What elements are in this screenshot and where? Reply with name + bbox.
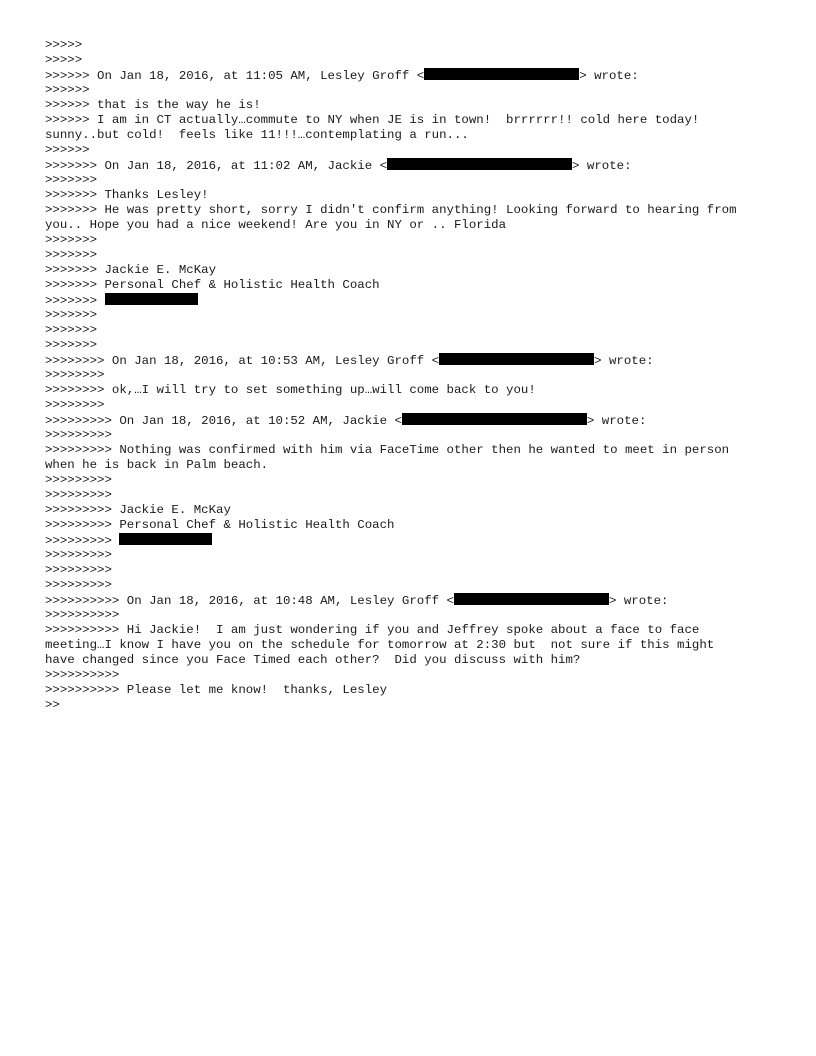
message-line: >>>>>> I am in CT actually…commute to NY when JE is in town! brrrrrr!! cold here today! bbox=[45, 113, 700, 127]
quote-line: >>>>>>>> bbox=[45, 368, 105, 382]
email-header-line bbox=[45, 68, 785, 83]
email-header-suffix: > wrote: bbox=[579, 69, 639, 83]
quote-line: >>>>>>>> bbox=[45, 398, 105, 412]
quote-line: >>>>>>>>> bbox=[45, 488, 112, 502]
email-header-text: >>>>>>> On Jan 18, 2016, at 11:02 AM, Jackie < bbox=[45, 159, 388, 173]
message-line: >>>>>>> He was pretty short, sorry I didn't confirm anything! Looking forward to hearing from bbox=[45, 203, 737, 217]
quote-line: >>>>>> bbox=[45, 83, 90, 97]
quote-line: >>>>>>>>> bbox=[45, 563, 112, 577]
quote-line: >>>>>> bbox=[45, 143, 90, 157]
message-line: sunny..but cold! feels like 11!!!…contemplating a run... bbox=[45, 128, 469, 142]
quote-line: >>>>>>> bbox=[45, 308, 98, 322]
redacted-email bbox=[387, 158, 572, 170]
message-line: >>>>>>> Thanks Lesley! bbox=[45, 188, 209, 202]
quote-line: >>>>>>> bbox=[45, 248, 98, 262]
email-header-suffix: > wrote: bbox=[608, 594, 669, 608]
redacted-contact bbox=[105, 293, 198, 305]
email-header-text: >>>>>>>>>> On Jan 18, 2016, at 10:48 AM, Lesley Groff < bbox=[45, 594, 454, 608]
quote-line: >>>>>>> bbox=[45, 323, 98, 337]
quote-line: >>>>>>>>> bbox=[45, 428, 112, 442]
redacted-email bbox=[454, 593, 609, 605]
quote-line: >>>>> bbox=[45, 53, 83, 67]
redacted-contact bbox=[119, 533, 212, 545]
quote-line: >>>>>>> bbox=[45, 233, 98, 247]
quote-line: >>>>>>> bbox=[45, 338, 98, 352]
quote-line: >>>>>>>>>> bbox=[45, 608, 120, 622]
email-header-text: >>>>>> On Jan 18, 2016, at 11:05 AM, Lesley Groff < bbox=[45, 69, 425, 83]
signature-name: >>>>>>> Jackie E. McKay bbox=[45, 263, 217, 277]
quote-line: >>>>>>>>> bbox=[45, 578, 112, 592]
email-header-suffix: > wrote: bbox=[594, 354, 654, 368]
signature-title: >>>>>>> Personal Chef & Holistic Health Coach bbox=[45, 278, 380, 292]
email-thread bbox=[45, 38, 785, 713]
signature-contact-line bbox=[45, 293, 785, 308]
email-header-line bbox=[45, 593, 785, 608]
redacted-email bbox=[424, 68, 579, 80]
quote-prefix: >>>>>>> bbox=[45, 294, 105, 308]
message-line: have changed since you Face Timed each other? Did you discuss with him? bbox=[45, 653, 581, 667]
email-header-line bbox=[45, 413, 785, 428]
email-header-line bbox=[45, 158, 785, 173]
signature-name: >>>>>>>>> Jackie E. McKay bbox=[45, 503, 231, 517]
quote-line: >> bbox=[45, 698, 60, 712]
email-header-line bbox=[45, 353, 785, 368]
signature-title: >>>>>>>>> Personal Chef & Holistic Health Coach bbox=[45, 518, 395, 532]
message-line: >>>>>> that is the way he is! bbox=[45, 98, 261, 112]
message-line: >>>>>>>>>> Please let me know! thanks, Lesley bbox=[45, 683, 388, 697]
message-line: you.. Hope you had a nice weekend! Are you in NY or .. Florida bbox=[45, 218, 507, 232]
quote-line: >>>>>>>>> bbox=[45, 548, 112, 562]
signature-contact-line bbox=[45, 533, 785, 548]
message-line: >>>>>>>>>> Hi Jackie! I am just wondering if you and Jeffrey spoke about a face to face bbox=[45, 623, 700, 637]
quote-line: >>>>>>>>> bbox=[45, 473, 112, 487]
email-header-suffix: > wrote: bbox=[572, 159, 632, 173]
email-header-suffix: > wrote: bbox=[586, 414, 647, 428]
quote-line: >>>>>>> bbox=[45, 173, 98, 187]
quote-prefix: >>>>>>>>> bbox=[45, 534, 120, 548]
email-header-text: >>>>>>>>> On Jan 18, 2016, at 10:52 AM, Jackie < bbox=[45, 414, 402, 428]
message-line: >>>>>>>>> Nothing was confirmed with him via FaceTime other then he wanted to meet in person bbox=[45, 443, 730, 457]
quote-line: >>>>> bbox=[45, 38, 83, 52]
message-line: >>>>>>>> ok,…I will try to set something up…will come back to you! bbox=[45, 383, 536, 397]
email-header-text: >>>>>>>> On Jan 18, 2016, at 10:53 AM, Lesley Groff < bbox=[45, 354, 440, 368]
message-line: when he is back in Palm beach. bbox=[45, 458, 269, 472]
message-line: meeting…I know I have you on the schedule for tomorrow at 2:30 but not sure if this might bbox=[45, 638, 715, 652]
redacted-email bbox=[439, 353, 594, 365]
quote-line: >>>>>>>>>> bbox=[45, 668, 120, 682]
redacted-email bbox=[402, 413, 587, 425]
